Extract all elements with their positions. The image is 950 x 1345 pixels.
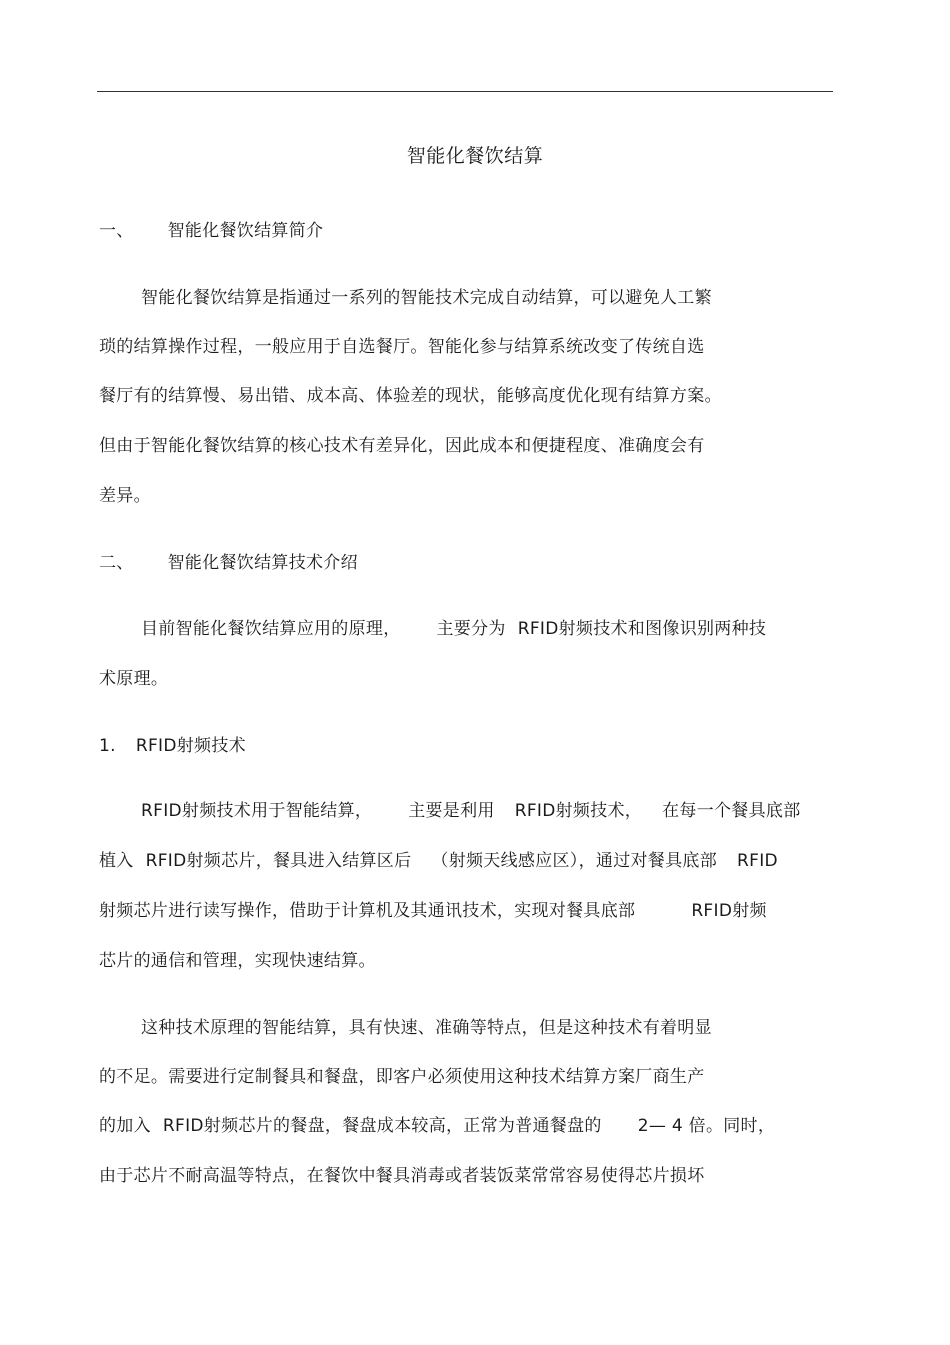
text-run: RFID射频 bbox=[691, 901, 767, 921]
page-title: 智能化餐饮结算 bbox=[406, 145, 544, 167]
paragraph-line: 术原理。 bbox=[99, 669, 169, 689]
text-run: RFID射频技术， bbox=[514, 801, 643, 821]
paragraph-line bbox=[99, 896, 767, 921]
text-run: ，通过对餐具底部 bbox=[578, 851, 718, 871]
section-2-number: 二、 bbox=[99, 553, 134, 573]
paragraph-line: 芯片的通信和管理，实现快速结算。 bbox=[99, 951, 376, 971]
section-1-title: 智能化餐饮结算简介 bbox=[167, 221, 324, 241]
paragraph-line bbox=[99, 1111, 775, 1136]
text-run: RFID射频技术和图像识别两种技 bbox=[517, 619, 767, 639]
paragraph-line bbox=[141, 796, 801, 821]
paragraph-line: 差异。 bbox=[99, 486, 151, 506]
text-run: 植入 bbox=[99, 851, 134, 871]
section-2-title: 智能化餐饮结算技术介绍 bbox=[167, 553, 358, 573]
text-run: （射频天线感应区） bbox=[431, 851, 579, 871]
paragraph-line: 的不足。需要进行定制餐具和餐盘，即客户必须使用这种技术结算方案厂商生产 bbox=[99, 1067, 705, 1087]
text-run: 在每一个餐具底部 bbox=[662, 801, 801, 821]
header-rule bbox=[97, 91, 833, 92]
text-run: RFID射频芯片，餐具进入结算区后 bbox=[145, 851, 412, 871]
text-run: 2— 4 倍。同时， bbox=[637, 1116, 776, 1136]
paragraph-line: 琐的结算操作过程，一般应用于自选餐厅。智能化参与结算系统改变了传统自选 bbox=[99, 337, 705, 357]
text-run: 射频芯片进行读写操作，借助于计算机及其通讯技术，实现对餐具底部 bbox=[99, 901, 636, 921]
paragraph-line: 但由于智能化餐饮结算的核心技术有差异化，因此成本和便捷程度、准确度会有 bbox=[99, 436, 705, 456]
text-run: 的加入 bbox=[99, 1116, 151, 1136]
paragraph-line: 餐厅有的结算慢、易出错、成本高、体验差的现状，能够高度优化现有结算方案。 bbox=[99, 386, 722, 406]
paragraph-line bbox=[99, 846, 778, 871]
paragraph-line: 智能化餐饮结算是指通过一系列的智能技术完成自动结算，可以避免人工繁 bbox=[141, 288, 712, 308]
section-1-heading bbox=[99, 216, 323, 241]
subsection-1-title: RFID射频技术 bbox=[135, 736, 246, 756]
text-run: 主要是利用 bbox=[408, 801, 495, 821]
text-run: RFID bbox=[737, 851, 778, 871]
paragraph-line: 由于芯片不耐高温等特点，在餐饮中餐具消毒或者装饭菜常常容易使得芯片损坏 bbox=[99, 1166, 705, 1186]
subsection-1-heading bbox=[99, 731, 246, 756]
section-1-number: 一、 bbox=[99, 221, 134, 241]
paragraph-line: 这种技术原理的智能结算，具有快速、准确等特点，但是这种技术有着明显 bbox=[141, 1018, 712, 1038]
text-run: 目前智能化餐饮结算应用的原理， bbox=[141, 619, 401, 639]
text-run: RFID射频芯片的餐盘，餐盘成本较高，正常为普通餐盘的 bbox=[162, 1116, 602, 1136]
subsection-1-number: 1. bbox=[99, 736, 116, 756]
paragraph-line bbox=[141, 614, 766, 639]
section-2-heading bbox=[99, 548, 358, 573]
text-run: RFID射频技术用于智能结算， bbox=[141, 801, 373, 821]
text-run: 主要分为 bbox=[436, 619, 506, 639]
